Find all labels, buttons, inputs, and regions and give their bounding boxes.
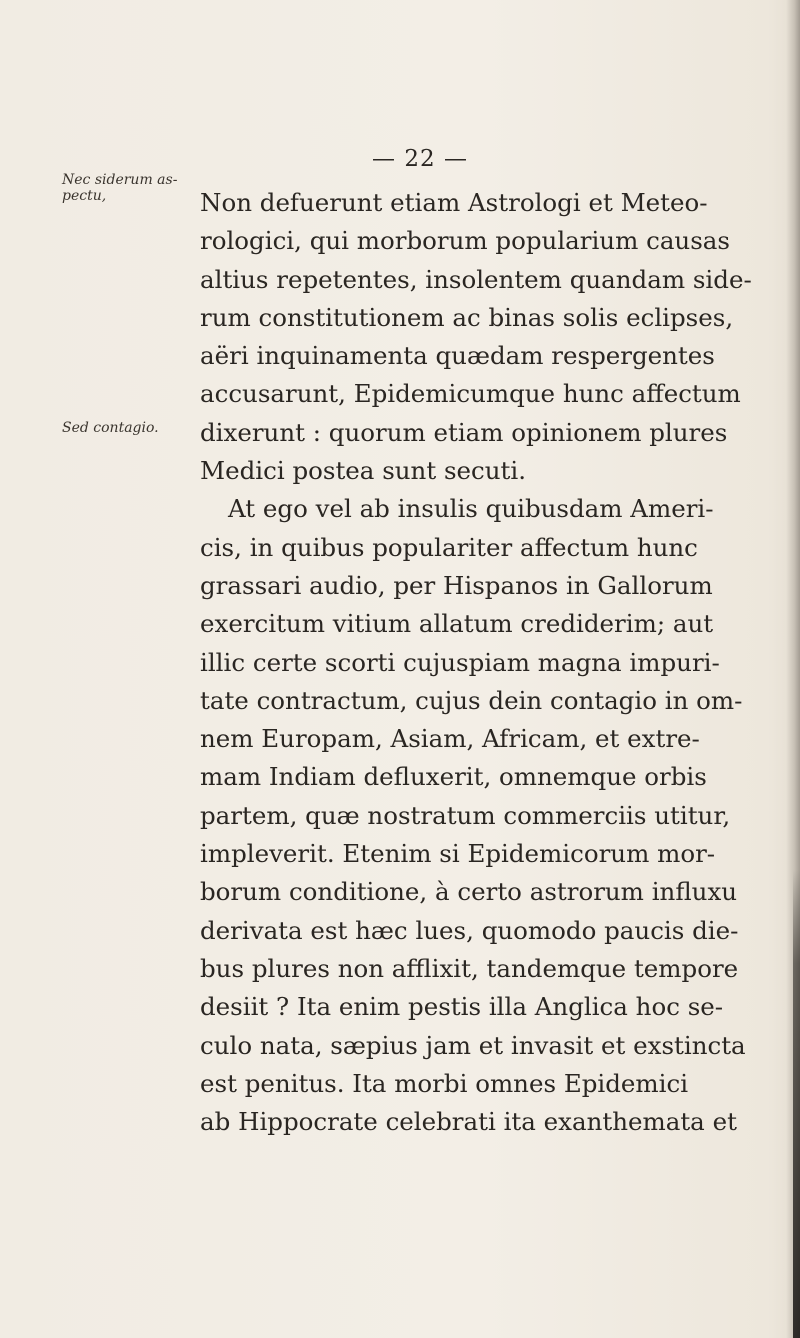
body-text (200, 184, 780, 1141)
text-line: ab Hippocrate celebrati ita exanthemata et (200, 1107, 737, 1137)
text-line: culo nata, sæpius jam et invasit et exstincta (200, 1030, 746, 1060)
marginal-note-line: Sed contagio. (62, 420, 159, 436)
text-line: Non defuerunt etiam Astrologi et Meteo- (200, 188, 708, 217)
text-line: mam Indiam defluxerit, omnemque orbis (200, 762, 707, 792)
text-line: desiit ? Ita enim pestis illa Anglica hoc se- (200, 992, 724, 1022)
text-line: accusarunt, Epidemicumque hunc affectum (200, 379, 741, 409)
text-line: borum conditione, à certo astrorum influxu (200, 877, 738, 907)
text-line: cis, in quibus populariter affectum hunc (200, 532, 698, 562)
marginal-note-line: pectu, (62, 188, 107, 204)
page-number: — 22 — (372, 146, 468, 172)
text-line: dixerunt : quorum etiam opinionem plures (200, 417, 728, 447)
text-line: derivata est hæc lues, quomodo paucis die- (200, 915, 739, 945)
text-line: altius repetentes, insolentem quandam side- (200, 264, 752, 294)
text-line: partem, quæ nostratum commerciis utitur, (200, 800, 731, 830)
text-line: tate contractum, cujus dein contagio in om- (200, 685, 743, 715)
text-line: rologici, qui morborum popularium causas (200, 226, 730, 256)
text-line: exercitum vitium allatum crediderim; aut (200, 609, 714, 639)
text-line: grassari audio, per Hispanos in Gallorum (200, 570, 713, 600)
text-line: At ego vel ab insulis quibusdam Ameri- (228, 494, 714, 524)
text-line: bus plures non afflixit, tandemque tempore (200, 953, 739, 983)
text-line: Medici postea sunt secuti. (200, 456, 527, 486)
text-line: impleverit. Etenim si Epidemicorum mor- (200, 839, 716, 869)
marginal-note-sed-contagio (62, 420, 159, 436)
marginal-note-line: Nec siderum as- (62, 172, 178, 188)
marginal-note-nec-siderum (62, 172, 177, 204)
text-line: illic certe scorti cujuspiam magna impuri- (200, 647, 720, 677)
text-line: rum constitutionem ac binas solis eclipses, (200, 302, 734, 332)
text-line: est penitus. Ita morbi omnes Epidemici (200, 1068, 689, 1098)
page-edge-binding (793, 870, 800, 1338)
text-line: aëri inquinamenta quædam respergentes (200, 341, 715, 371)
text-line: nem Europam, Asiam, Africam, et extre- (200, 724, 700, 754)
